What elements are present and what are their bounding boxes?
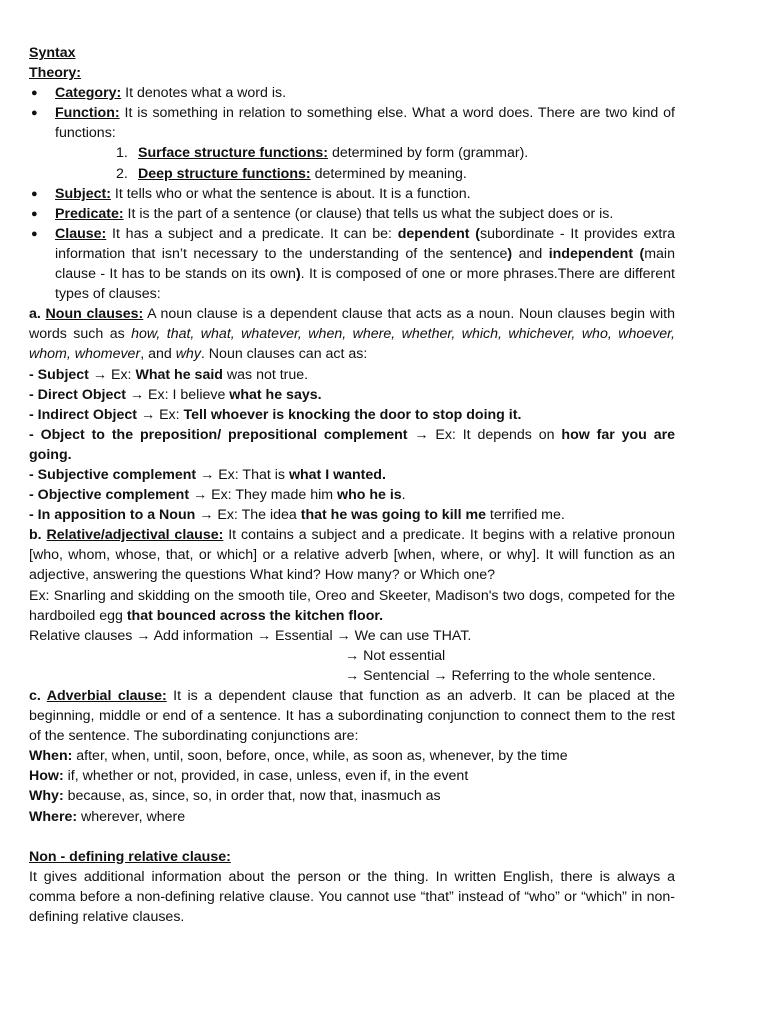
function-arrow: → Ex: xyxy=(189,487,236,504)
bullet-predicate xyxy=(29,204,675,224)
example-bold: how far you are going. xyxy=(29,426,675,463)
conjunction-list: wherever, where xyxy=(77,808,186,825)
example-text: . xyxy=(401,487,406,504)
function-arrow: → Ex: xyxy=(407,426,463,443)
relative-clause-paragraph xyxy=(29,525,675,585)
bullet-subject xyxy=(29,184,675,204)
term-non-defining: Non - defining relative clause: xyxy=(29,848,231,865)
function-label: - Subjective complement xyxy=(29,466,197,483)
conjunctions-why xyxy=(29,786,675,806)
noun-text: , and xyxy=(140,346,176,363)
text-function: It is something in relation to something else. What a word does. There are two kind of functions: xyxy=(55,105,675,142)
conjunction-list: because, as, since, so, in order that, now that, inasmuch as xyxy=(63,788,441,805)
clause-dependent: dependent ( xyxy=(397,225,480,242)
term-deep: Deep structure functions: xyxy=(138,165,311,182)
example-text: That is xyxy=(242,466,289,483)
bullet-category xyxy=(29,83,675,103)
noun-function-apposition xyxy=(29,505,675,525)
adverbial-text: It is a dependent clause that function as an adverb. It can be placed at the beginning, middle or end of a sentence. It has a subordinating conjunction to connect them to the rest of the sentence. The subordinating conjunctions are: xyxy=(29,688,675,745)
conjunction-label: Why: xyxy=(29,788,64,805)
list-number: 2. xyxy=(116,165,128,182)
example-bold: that he was going to kill me xyxy=(300,507,486,524)
document-page xyxy=(29,43,675,927)
noun-text: . Noun clauses can act as: xyxy=(200,346,368,363)
function-label: - Direct Object xyxy=(29,386,126,403)
conjunction-label: How: xyxy=(29,768,64,785)
term-predicate: Predicate: xyxy=(55,205,124,222)
example-text: Ex: Snarling and skidding on the smooth tile, Oreo and Skeeter, Madison's two dogs, competed for the hardboiled egg xyxy=(29,587,675,624)
function-label: - Subject xyxy=(29,366,89,383)
noun-word-why: why xyxy=(175,346,201,363)
function-label: - Objective complement xyxy=(29,487,190,504)
noun-function-subject xyxy=(29,365,675,385)
noun-function-indirect-object xyxy=(29,405,675,425)
relative-clauses-line-1: Relative clauses → Add information → Essential → We can use THAT. xyxy=(29,627,472,644)
clause-text: and xyxy=(512,245,549,262)
blank-line xyxy=(29,827,675,847)
non-defining-heading xyxy=(29,847,675,867)
text-category: It denotes what a word is. xyxy=(121,85,287,102)
relative-text: It contains a subject and a predicate. It begins with a relative pronoun [who, whom, whose, that, or which] or a relative adverb [when, where, or why]. It will function as an adjective, answering the questions What kind? How many? or Which one? xyxy=(29,527,675,584)
function-arrow: → Ex: xyxy=(196,466,243,483)
noun-text: A noun clause is a dependent clause that acts as a noun. Noun clauses begin with words such as xyxy=(29,306,675,343)
example-text: was not true. xyxy=(222,366,309,383)
relative-clauses-line-2: → Not essential xyxy=(345,647,446,664)
noun-function-subjective-complement xyxy=(29,465,675,485)
example-bold: what I wanted. xyxy=(288,466,386,483)
function-types-list xyxy=(29,143,675,183)
heading-syntax: Syntax xyxy=(29,45,76,61)
term-noun-clauses: Noun clauses: xyxy=(45,306,144,323)
function-label: - In apposition to a Noun xyxy=(29,507,196,524)
clause-independent: independent ( xyxy=(548,245,645,262)
function-arrow: → Ex: xyxy=(195,507,242,524)
clause-text: main clause - It has to be stands on its own xyxy=(55,245,675,283)
clause-paren: ) xyxy=(507,245,513,262)
clause-text: . It is composed of one or more phrases.There are different types of clauses: xyxy=(55,266,675,303)
heading-theory: Theory: xyxy=(29,65,82,82)
example-bold: Tell whoever is knocking the door to stop doing it. xyxy=(183,406,522,423)
bullet-function xyxy=(29,103,675,143)
section-letter: b. xyxy=(29,527,47,544)
theory-heading xyxy=(29,63,675,83)
term-function: Function: xyxy=(55,105,120,122)
function-label: - Indirect Object xyxy=(29,406,137,423)
example-bold: that bounced across the kitchen floor. xyxy=(126,607,384,624)
conjunctions-how xyxy=(29,766,675,786)
example-text: It depends on xyxy=(462,426,562,443)
conjunction-label: When: xyxy=(29,748,73,765)
conjunctions-where xyxy=(29,807,675,827)
example-bold: What he said xyxy=(135,366,223,383)
conjunction-list: after, when, until, soon, before, once, while, as soon as, whenever, by the time xyxy=(72,748,568,765)
bullet-clause xyxy=(29,224,675,304)
theory-list-continued xyxy=(29,184,675,305)
conjunctions-when xyxy=(29,746,675,766)
list-number: 1. xyxy=(116,145,128,162)
term-surface: Surface structure functions: xyxy=(138,145,328,162)
relative-clause-example xyxy=(29,586,675,626)
function-arrow: → Ex: xyxy=(125,386,173,403)
clause-text: subordinate - It provides extra information that isn’t necessary to the understanding of the sentence xyxy=(55,225,675,262)
example-bold: who he is xyxy=(337,487,402,504)
example-text: The idea xyxy=(241,507,301,524)
function-type-deep xyxy=(29,164,675,184)
text-deep: determined by meaning. xyxy=(310,165,467,182)
text-subject: It tells who or what the sentence is about. It is a function. xyxy=(110,185,471,202)
adverbial-clause-paragraph xyxy=(29,686,675,746)
noun-function-direct-object xyxy=(29,385,675,405)
text-surface: determined by form (grammar). xyxy=(328,145,529,162)
function-arrow: → Ex: xyxy=(88,366,136,383)
theory-list xyxy=(29,83,675,143)
term-relative-clause: Relative/adjectival clause: xyxy=(46,527,224,544)
term-subject: Subject: xyxy=(55,185,111,202)
example-text: I believe xyxy=(172,386,230,403)
example-text: terrified me. xyxy=(485,507,565,524)
noun-clauses-paragraph xyxy=(29,304,675,364)
noun-function-objective-complement xyxy=(29,485,675,505)
relative-clauses-line-3: → Sentencial → Referring to the whole sentence. xyxy=(345,667,656,684)
example-text: They made him xyxy=(235,487,338,504)
section-letter: c. xyxy=(29,688,47,704)
term-clause: Clause: xyxy=(55,225,107,242)
function-label: - Object to the preposition/ prepositional complement xyxy=(29,426,408,443)
clause-text: It has a subject and a predicate. It can be: xyxy=(106,225,398,242)
function-type-surface xyxy=(29,143,675,163)
conjunction-list: if, whether or not, provided, in case, unless, even if, in the event xyxy=(63,768,469,785)
noun-clause-functions xyxy=(29,365,675,526)
noun-function-prepositional-complement xyxy=(29,425,675,465)
text-predicate: It is the part of a sentence (or clause) that tells us what the subject does or is. xyxy=(123,205,614,222)
section-letter: a. xyxy=(29,306,46,323)
term-adverbial-clause: Adverbial clause: xyxy=(46,688,167,704)
function-arrow: → Ex: xyxy=(137,406,184,423)
non-defining-paragraph: It gives additional information about the person or the thing. In written English, there is always a comma before a non-defining relative clause. You cannot use “that” instead of “who” or “which” in non-defining relative clauses. xyxy=(29,868,675,926)
document-heading xyxy=(29,43,675,63)
example-bold: what he says. xyxy=(229,386,322,403)
subordinating-conjunctions xyxy=(29,746,675,826)
term-category: Category: xyxy=(55,85,122,102)
clause-paren: ) xyxy=(295,266,301,283)
conjunction-label: Where: xyxy=(29,808,78,825)
noun-words: how, that, what, whatever, when, where, whether, which, whichever, who, whoever, whom, whomever xyxy=(29,326,676,363)
